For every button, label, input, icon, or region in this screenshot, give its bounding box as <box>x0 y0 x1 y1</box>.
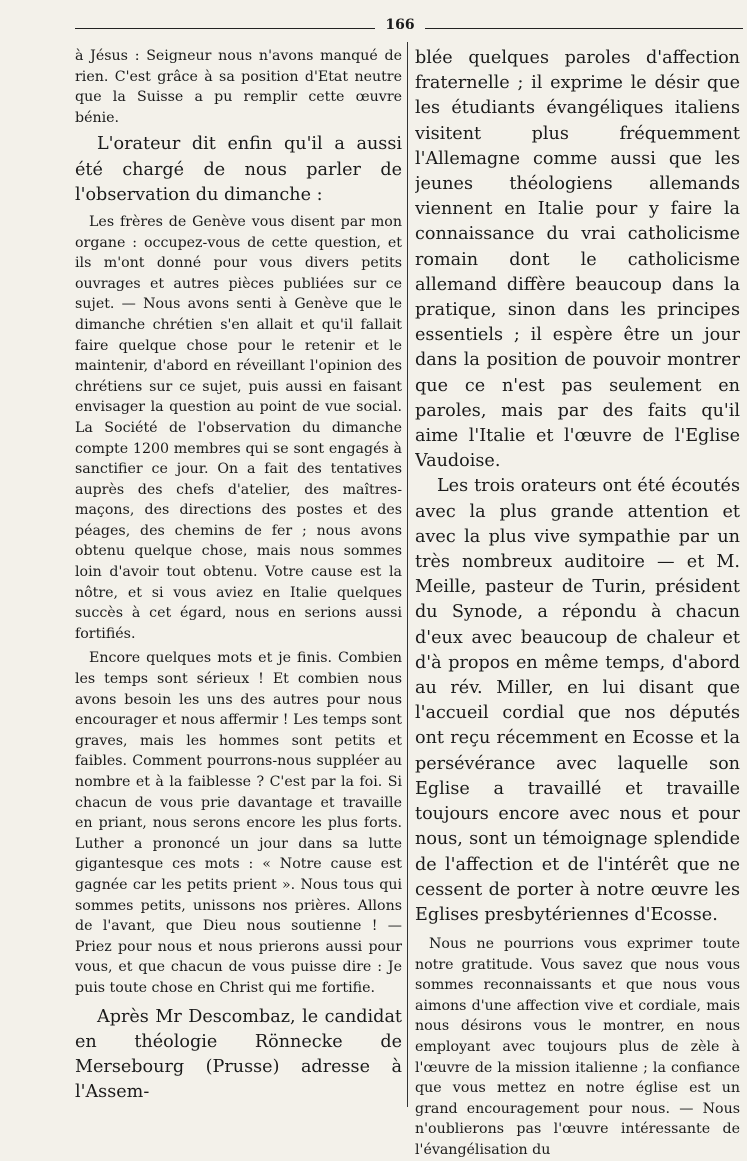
right-column <box>415 46 740 1161</box>
paragraph-descombaz: Après Mr Descombaz, le candidat en théologie Rönnecke de Mersebourg (Prusse) adresse à l'Assem- <box>75 1006 402 1103</box>
left-column <box>75 46 402 1105</box>
page-number: 166 <box>385 17 415 33</box>
paragraph-gratitude: Nous ne pourrions vous exprimer toute notre gratitude. Vous savez que nous vous sommes reconnaissants et que nous vous aimons d'une affection vive et cordiale, mais nous désirons vous le montrer, en nous employant avec toujours plus de zèle à l'œuvre de la mission italienne ; la confiance que vous mettez en notre église est un grand encouragement pour nous. — Nous n'oublierons pas l'œuvre intéressante de l'évangélisation du <box>415 936 740 1159</box>
paragraph-jesus: à Jésus : Seigneur nous n'avons manqué de rien. C'est grâce à sa position d'Etat neutre que la Suisse a pu remplir cette œuvre bénie. <box>75 48 402 126</box>
header-rule-right <box>425 28 743 29</box>
page-header <box>75 14 743 34</box>
paragraph-orator-sunday: L'orateur dit enfin qu'il a aussi été chargé de nous parler de l'observation du dimanche : <box>75 134 402 205</box>
header-rule-left <box>75 28 375 29</box>
paragraph-orateurs: Les trois orateurs ont été écoutés avec la plus grande attention et avec la plus vive sympathie par un très nombreux auditoire — et M. Meille, pasteur de Turin, président du Synode, a répondu à chacun d'eux avec beaucoup de chaleur et d'à propos en même temps, d'abord au rév. Miller, en lui disant que l'accueil cordial que nos députés ont reçu récemment en Ecosse et la persévérance avec laquelle son Eglise a travaillé et travaille toujours encore avec nous et pour nous, sont un témoignage splendide de l'affection et de l'intérêt que ne cessent de porter à notre œuvre les Eglises presbytériennes d'Ecosse. <box>415 476 740 925</box>
paragraph-blee: blée quelques paroles d'affection fraternelle ; il exprime le désir que les étudiants évangéliques italiens visitent plus fréquemment l'Allemagne comme aussi que les jeunes théologiens allemands viennent en Italie pour y faire la connaissance du vrai catholicisme romain dont le catholicisme allemand diffère beaucoup dans la pratique, sinon dans les principes essentiels ; il espère être un jour dans la position de pouvoir montrer que ce n'est pas seulement en paroles, mais par des faits qu'il aime l'Italie et l'œuvre de l'Eglise Vaudoise. <box>415 48 740 472</box>
column-divider <box>407 42 408 1107</box>
paragraph-encore: Encore quelques mots et je finis. Combien les temps sont sérieux ! Et combien nous avons besoin les uns des autres pour nous encourager et nous affermir ! Les temps sont graves, mais les hommes sont petits et faibles. Comment pourrons-nous suppléer au nombre et à la faiblesse ? C'est par la foi. Si chacun de vous prie davantage et travaille en priant, nous serons encore les plus forts. Luther a prononcé un jour dans sa lutte gigantesque ces mots : « Notre cause est gagnée car les petits prient ». Nous tous qui sommes petits, unissons nos prières. Allons de l'avant, que Dieu nous soutienne ! — Priez pour nous et nous prierons aussi pour vous, et que chacun de vous puisse dire : Je puis toute chose en Christ qui me fortifie. <box>75 650 402 996</box>
paragraph-geneva-quote: Les frères de Genève vous disent par mon organe : occupez-vous de cette question, et ils m'ont donné pour vous divers petits ouvrages et autres pièces publiées sur ce sujet. — Nous avons senti à Genève que le dimanche chrétien s'en allait et qu'il fallait faire quelque chose pour le retenir et le maintenir, d'abord en réveillant l'opinion des chrétiens sur ce sujet, puis aussi en faisant envisager la question au point de vue social. La Société de l'observation du dimanche compte 1200 membres qui se sont engagés à sanctifier ce jour. On a fait des tentatives auprès des chefs d'atelier, des maîtres-maçons, des directions des postes et des péages, des chemins de fer ; nous avons obtenu quelque chose, mais nous sommes loin d'avoir tout obtenu. Votre cause est la nôtre, et si vous aviez en Italie quelques succès à cet égard, nous en serions aussi fortifiés. <box>75 213 402 642</box>
